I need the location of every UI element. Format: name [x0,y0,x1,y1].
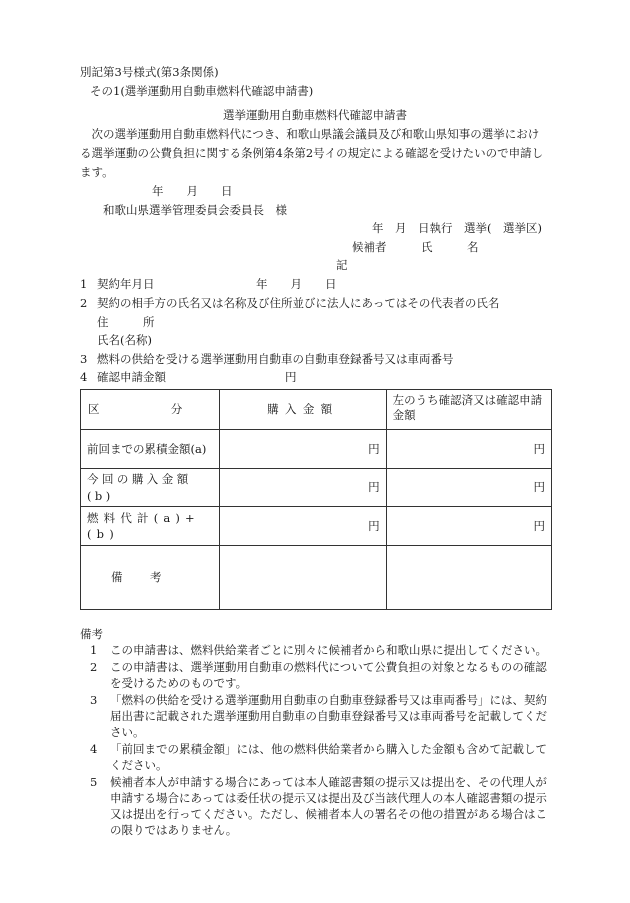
item-4-label: 確認申請金額 [97,370,166,384]
header-category: 区 分 [81,390,220,430]
item-4-unit: 円 [285,370,297,384]
form-election-line: 年 月 日執行 選挙( 選挙区) [372,221,542,235]
row-value-purchase: 円 [220,469,386,507]
form-candidate-line: 候補者 氏 名 [352,240,479,254]
note-item [80,642,550,658]
row-value-purchase: 円 [220,430,386,469]
notes-title: 備考 [80,627,103,641]
header-confirmed-amount: 左のうち確認済又は確認申請金額 [386,390,551,430]
note-item [80,741,550,773]
form-body-paragraph: 次の選挙運動用自動車燃料代につき、和歌山県議会議員及び和歌山県知事の選挙における選挙運動の公費負担に関する条例第4条第2号イの規定による確認を受けたいので申請します。 [80,127,544,179]
item-4-number: 4 [80,370,88,384]
row-value-confirmed: 円 [386,430,551,469]
remarks-cell [220,546,386,610]
header-purchase-amount: 購入金額 [220,390,386,430]
form-subtitle: その1(選挙運動用自動車燃料代確認申請書) [90,84,314,98]
note-text: この申請書は、選挙運動用自動車の燃料代について公費負担の対象となるものの確認を受けるためのものです。 [110,660,547,690]
form-addressee: 和歌山県選挙管理委員会委員長 様 [103,203,287,217]
form-annex: 別記第3号様式(第3条関係) [80,65,219,79]
amount-table [80,389,552,610]
notes-section [80,626,550,839]
item-2-name: 氏名(名称) [97,333,152,347]
table-row [81,469,552,507]
note-number: 3 [90,693,98,707]
row-label: 前回までの累積金額(a) [81,430,220,469]
note-item [80,659,550,691]
note-text: 候補者本人が申請する場合にあっては本人確認書類の提示又は提出を、その代理人が申請する場合にあっては委任状の提示又は提出及び当該代理人の本人確認書類の提示又は提出を行ってください。ただし、候補者本人の署名その他の措置がある場合はこの限りではありません。 [110,775,547,837]
note-item [80,692,550,740]
note-number: 2 [90,660,98,674]
row-label: 燃料代計(a)+(b) [81,507,220,546]
row-label: 今回の購入金額(b) [81,469,220,507]
item-1-label: 契約年月日 [97,277,155,291]
row-value-purchase: 円 [220,507,386,546]
item-2-number: 2 [80,296,88,310]
note-number: 1 [90,643,98,657]
item-3-number: 3 [80,352,88,366]
note-text: 「燃料の供給を受ける選挙運動用自動車の自動車登録番号又は車両番号」には、契約届出書に記載された選挙運動用自動車の自動車登録番号又は車両番号を記載してください。 [110,693,547,739]
item-1-date: 年 月 日 [256,277,337,291]
table-header-row [81,390,552,430]
table-row [81,507,552,546]
remarks-cell [386,546,551,610]
note-text: 「前回までの累積金額」には、他の燃料供給業者から購入した金額も含めて記載してください。 [110,742,547,772]
note-number: 5 [90,775,98,789]
item-3-label: 燃料の供給を受ける選挙運動用自動車の自動車登録番号又は車両番号 [97,352,454,366]
item-2-address: 住 所 [97,315,155,329]
note-number: 4 [90,742,98,756]
form-ki: 記 [336,258,348,272]
table-row [81,430,552,469]
table-remarks-row [81,546,552,610]
item-1-number: 1 [80,277,88,291]
row-value-confirmed: 円 [386,507,551,546]
note-text: この申請書は、燃料供給業者ごとに別々に候補者から和歌山県に提出してください。 [110,643,547,657]
item-2-label: 契約の相手方の氏名又は名称及び住所並びに法人にあってはその代表者の氏名 [97,296,500,310]
form-date: 年 月 日 [152,184,233,198]
form-title: 選挙運動用自動車燃料代確認申請書 [223,108,407,122]
remarks-label: 備考 [81,546,220,610]
row-value-confirmed: 円 [386,469,551,507]
note-item [80,774,550,838]
